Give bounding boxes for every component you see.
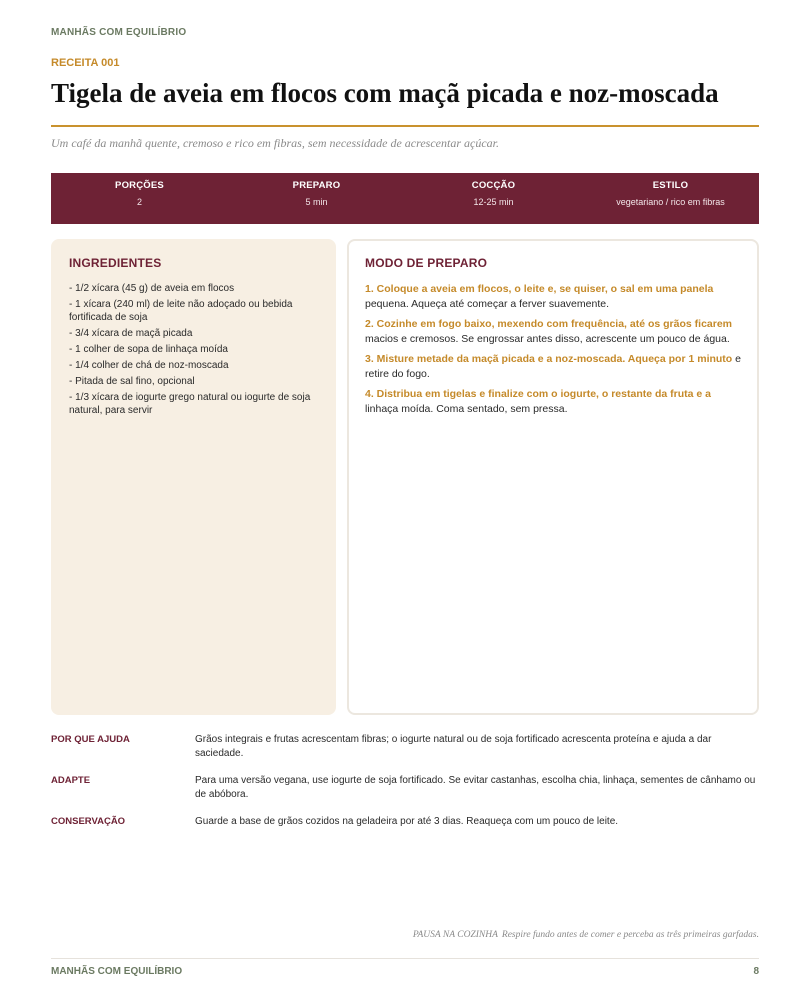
- meta-value: 12-25 min: [473, 197, 514, 207]
- method-step: [365, 282, 741, 312]
- meta-label: COCÇÃO: [471, 180, 516, 191]
- ingredient-item: - 1 xícara (240 ml) de leite não adoçado ou bebida fortificada de soja: [69, 299, 293, 323]
- recipe-page: [51, 0, 759, 1000]
- step-lead: 4. Distribua em tigelas e finalize com o iogurte, o restante da fruta e a: [365, 388, 712, 400]
- recipe-number: RECEITA 001: [51, 57, 120, 69]
- meta-prep: [228, 173, 405, 224]
- note-label: ADAPTE: [51, 775, 91, 786]
- meta-value: 2: [136, 197, 142, 207]
- ingredient-item: - Pitada de sal fino, opcional: [69, 376, 195, 387]
- ingredients-title: INGREDIENTES: [69, 256, 162, 270]
- meta-value: 5 min: [305, 197, 328, 207]
- method-step: [365, 387, 741, 417]
- recipe-title: Tigela de aveia em flocos com maçã picada e noz-moscada: [51, 78, 719, 108]
- recipe-meta-bar: [51, 173, 759, 224]
- meta-servings: [51, 173, 228, 224]
- pause-label: PAUSA NA COZINHA: [412, 930, 498, 940]
- note-text: Para uma versão vegana, use iogurte de soja fortificado. Se evitar castanhas, escolha chia, linhaça, sementes de cânhamo ou de abóbora.: [195, 775, 756, 800]
- footer-divider: [51, 958, 759, 959]
- step-text: linhaça moída. Coma sentado, sem pressa.: [365, 403, 568, 415]
- meta-label: ESTILO: [652, 180, 689, 191]
- meta-cook: [405, 173, 582, 224]
- meta-style: [582, 173, 759, 224]
- footer-title: MANHÃS COM EQUILÍBRIO: [51, 966, 183, 977]
- recipe-notes: [51, 733, 759, 842]
- page-number: 8: [753, 966, 759, 977]
- note-storage: [51, 815, 759, 829]
- note-text: Guarde a base de grãos cozidos na geladeira por até 3 dias. Reaqueça com um pouco de leite.: [195, 816, 619, 827]
- ingredients-card: [51, 239, 336, 715]
- note-adapt: [51, 774, 759, 802]
- step-lead: 1. Coloque a aveia em flocos, o leite e, se quiser, o sal em uma panela: [365, 283, 714, 295]
- kitchen-pause-tip: [413, 930, 759, 940]
- step-text: pequena. Aqueça até começar a ferver suavemente.: [365, 298, 609, 310]
- recipe-subtitle: Um café da manhã quente, cremoso e rico em fibras, sem necessidade de acrescentar açúcar.: [51, 136, 500, 150]
- ingredient-item: - 1 colher de sopa de linhaça moída: [69, 344, 228, 355]
- pause-text: Respire fundo antes de comer e perceba as três primeiras garfadas.: [501, 930, 759, 940]
- ingredients-list: [69, 282, 318, 417]
- step-lead: 3. Misture metade da maçã picada e a noz-moscada. Aqueça por 1 minuto: [365, 353, 733, 365]
- step-lead: 2. Cozinhe em fogo baixo, mexendo com frequência, até os grãos ficarem: [365, 318, 733, 330]
- ingredient-item: - 1/4 colher de chá de noz-moscada: [69, 360, 229, 371]
- method-step: [365, 317, 741, 347]
- running-head: MANHÃS COM EQUILÍBRIO: [51, 27, 187, 38]
- note-text: Grãos integrais e frutas acrescentam fibras; o iogurte natural ou de soja fortificado acrescenta proteína e ajuda a dar saciedade.: [195, 734, 712, 759]
- meta-value: vegetariano / rico em fibras: [616, 197, 725, 207]
- meta-label: PORÇÕES: [115, 180, 164, 191]
- ingredient-item: - 1/2 xícara (45 g) de aveia em flocos: [69, 283, 235, 294]
- note-label: CONSERVAÇÃO: [51, 816, 126, 827]
- ingredient-item: - 3/4 xícara de maçã picada: [69, 328, 193, 339]
- note-label: POR QUE AJUDA: [51, 734, 130, 745]
- method-card: [347, 239, 759, 715]
- step-text: macios e cremosos. Se engrossar antes disso, acrescente um pouco de água.: [365, 333, 730, 345]
- title-divider: [51, 125, 759, 127]
- step-text: e retire do fogo.: [365, 353, 741, 380]
- method-steps: [365, 282, 741, 417]
- ingredient-item: - 1/3 xícara de iogurte grego natural ou iogurte de soja natural, para servir: [69, 392, 311, 416]
- note-why-it-helps: [51, 733, 759, 761]
- method-step: [365, 352, 741, 382]
- method-title: MODO DE PREPARO: [365, 256, 488, 270]
- meta-label: PREPARO: [292, 180, 341, 191]
